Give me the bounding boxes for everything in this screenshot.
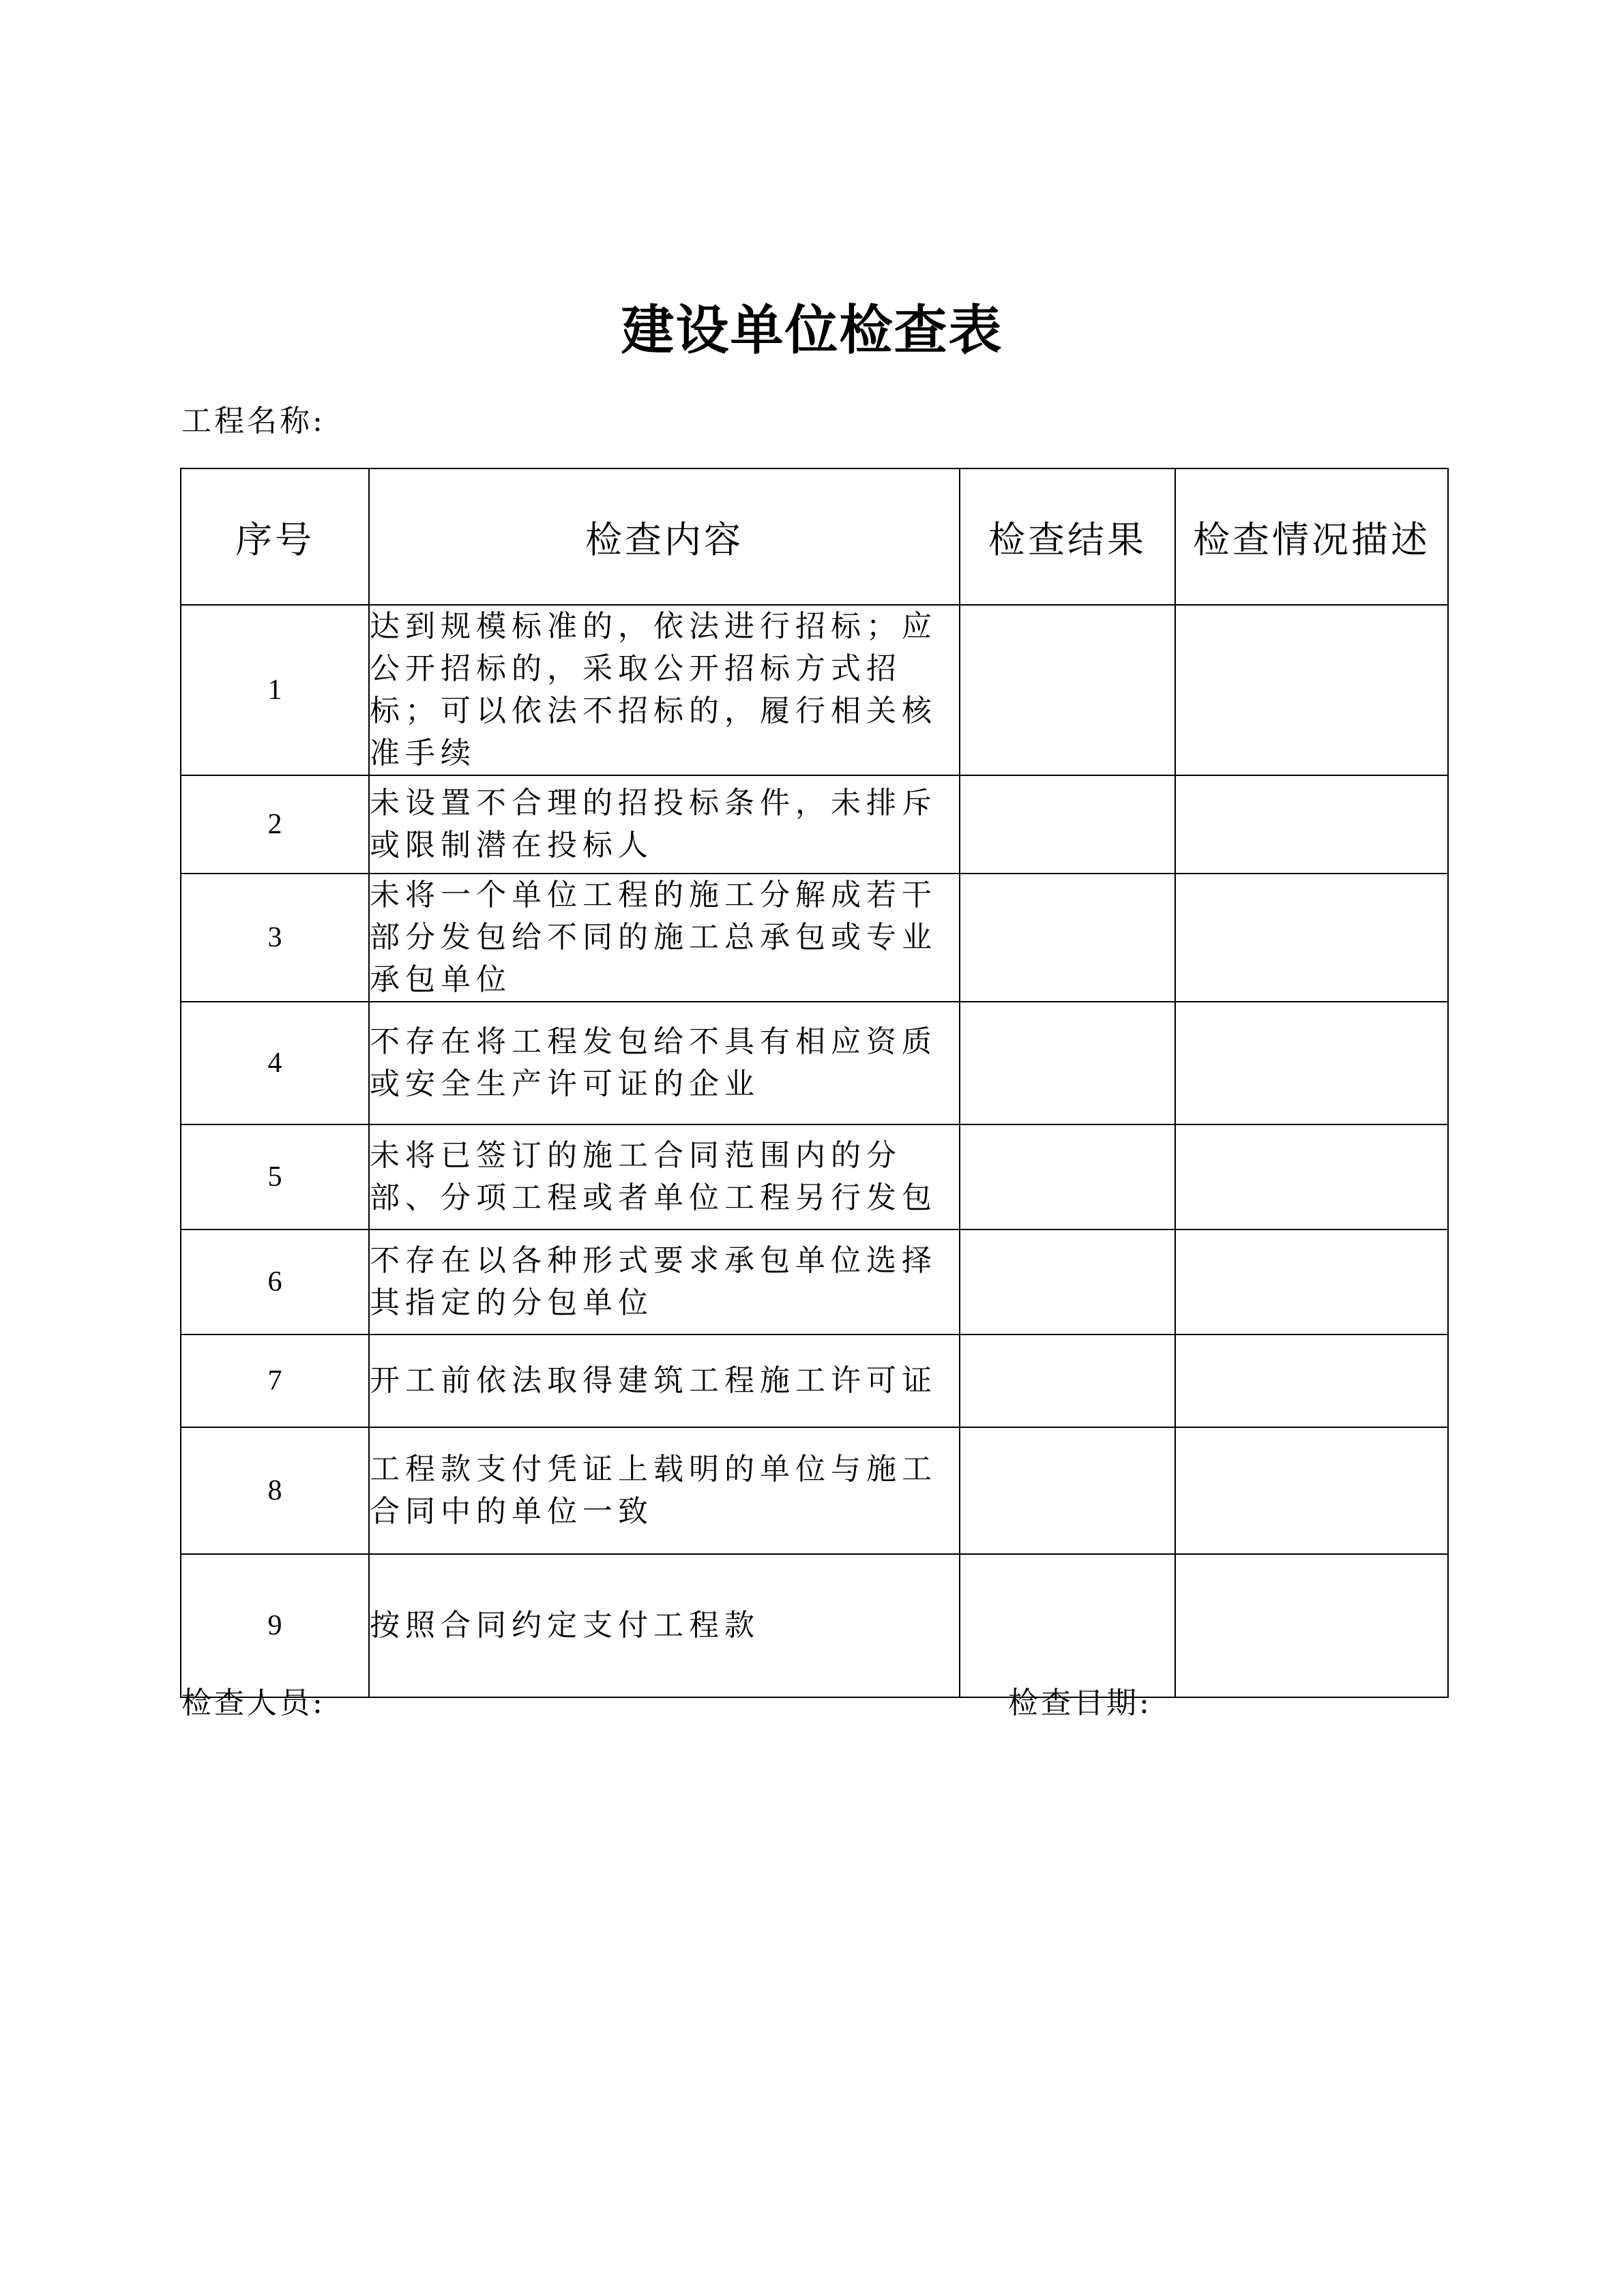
row-content: 工程款支付凭证上载明的单位与施工合同中的单位一致: [369, 1427, 960, 1554]
header-seq: 序号: [181, 468, 369, 605]
row-seq: 1: [181, 605, 369, 775]
table-row: [181, 1335, 1448, 1427]
table-row: [181, 1002, 1448, 1124]
table-row: [181, 1124, 1448, 1229]
result-cell[interactable]: [960, 605, 1175, 775]
row-seq: 5: [181, 1124, 369, 1229]
inspection-table: [180, 468, 1449, 1698]
row-seq: 2: [181, 775, 369, 874]
result-cell[interactable]: [960, 1335, 1175, 1427]
result-cell[interactable]: [960, 874, 1175, 1002]
result-cell[interactable]: [960, 775, 1175, 874]
row-seq: 3: [181, 874, 369, 1002]
row-seq: 7: [181, 1335, 369, 1427]
description-cell[interactable]: [1175, 1124, 1448, 1229]
description-cell[interactable]: [1175, 1427, 1448, 1554]
table-header-row: [181, 468, 1448, 605]
result-cell[interactable]: [960, 1124, 1175, 1229]
row-content: 开工前依法取得建筑工程施工许可证: [369, 1335, 960, 1427]
header-description: 检查情况描述: [1175, 468, 1448, 605]
description-cell[interactable]: [1175, 605, 1448, 775]
row-seq: 6: [181, 1229, 369, 1335]
table-row: [181, 775, 1448, 874]
description-cell[interactable]: [1175, 775, 1448, 874]
row-content: 未设置不合理的招投标条件，未排斥或限制潜在投标人: [369, 775, 960, 874]
row-seq: 4: [181, 1002, 369, 1124]
inspection-date-label: 检查日期:: [1008, 1686, 1152, 1720]
row-content: 未将一个单位工程的施工分解成若干部分发包给不同的施工总承包或专业承包单位: [369, 874, 960, 1002]
inspector-label: 检查人员:: [181, 1686, 325, 1720]
row-content: 达到规模标准的，依法进行招标；应公开招标的，采取公开招标方式招标；可以依法不招标的，履行相关核准手续: [369, 605, 960, 775]
result-cell[interactable]: [960, 1427, 1175, 1554]
document-title: 建设单位检查表: [621, 299, 1003, 361]
result-cell[interactable]: [960, 1229, 1175, 1335]
table-row: [181, 874, 1448, 1002]
row-seq: 8: [181, 1427, 369, 1554]
description-cell[interactable]: [1175, 874, 1448, 1002]
row-seq: 9: [181, 1554, 369, 1697]
row-content: 不存在将工程发包给不具有相应资质或安全生产许可证的企业: [369, 1002, 960, 1124]
header-content: 检查内容: [369, 468, 960, 605]
table-row: [181, 605, 1448, 775]
header-result: 检查结果: [960, 468, 1175, 605]
table-row: [181, 1554, 1448, 1697]
description-cell[interactable]: [1175, 1554, 1448, 1697]
result-cell[interactable]: [960, 1554, 1175, 1697]
description-cell[interactable]: [1175, 1002, 1448, 1124]
result-cell[interactable]: [960, 1002, 1175, 1124]
description-cell[interactable]: [1175, 1335, 1448, 1427]
row-content: 不存在以各种形式要求承包单位选择其指定的分包单位: [369, 1229, 960, 1335]
description-cell[interactable]: [1175, 1229, 1448, 1335]
project-name-label: 工程名称:: [181, 404, 325, 438]
table-row: [181, 1229, 1448, 1335]
table-row: [181, 1427, 1448, 1554]
row-content: 未将已签订的施工合同范围内的分部、分项工程或者单位工程另行发包: [369, 1124, 960, 1229]
row-content: 按照合同约定支付工程款: [369, 1554, 960, 1697]
